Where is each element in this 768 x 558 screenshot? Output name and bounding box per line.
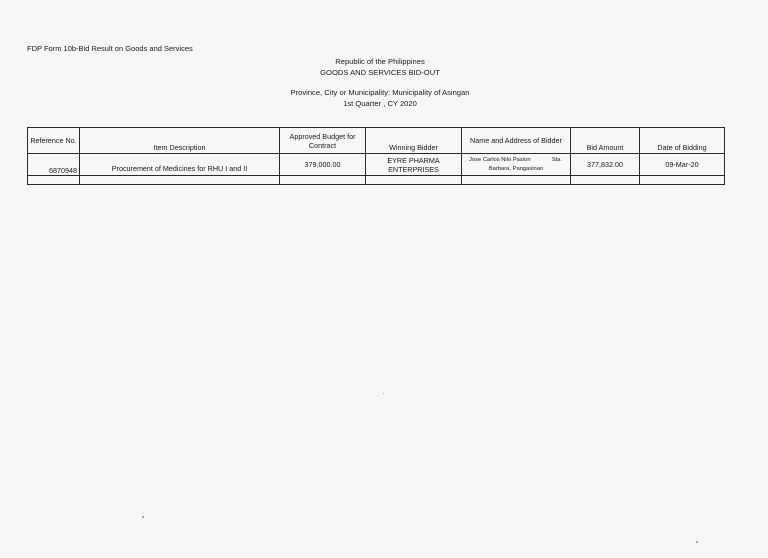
bid-results-table — [27, 127, 725, 185]
subheader-block — [200, 87, 560, 109]
column-header-approved-budget: Approved Budget for Contract — [280, 128, 366, 154]
cell-bid-amount: 377,832.00 — [571, 154, 640, 176]
cell-name-address — [462, 154, 571, 176]
table-row — [28, 154, 725, 176]
bidder-address-sta: Sta. — [551, 156, 562, 163]
cell-approved-budget: 379,000.00 — [280, 154, 366, 176]
cell-date-of-bidding: 09-Mar-20 — [640, 154, 725, 176]
blank-cell — [28, 176, 80, 185]
document-title: GOODS AND SERVICES BID-OUT — [320, 68, 440, 77]
blank-cell — [571, 176, 640, 185]
period-line: 1st Quarter , CY 2020 — [343, 99, 417, 108]
blank-cell — [280, 176, 366, 185]
cell-winning-bidder: EYRE PHARMA ENTERPRISES — [366, 154, 462, 176]
blank-cell — [80, 176, 280, 185]
column-header-winning-bidder: Winning Bidder — [366, 128, 462, 154]
column-header-item-description: Item Description — [80, 128, 280, 154]
country-name: Republic of the Philippines — [335, 57, 425, 66]
table-header-row — [28, 128, 725, 154]
location-line: Province, City or Municipality: Municipality of Asingan — [290, 88, 470, 97]
form-code: FDP Form 10b-Bid Result on Goods and Services — [27, 44, 193, 53]
blank-cell — [640, 176, 725, 185]
cell-item-description: Procurement of Medicines for RHU I and II — [80, 154, 280, 176]
column-header-date-of-bidding: Date of Bidding — [640, 128, 725, 154]
column-header-bid-amount: Bid Amount — [571, 128, 640, 154]
header-block — [200, 56, 560, 78]
column-header-reference-no: Reference No. — [28, 128, 80, 154]
table-row-blank — [28, 176, 725, 185]
scan-speck — [142, 516, 144, 518]
scan-speck — [383, 393, 384, 394]
blank-cell — [366, 176, 462, 185]
address-line-1 — [464, 156, 568, 165]
bidder-name: Jose Carlos Nilo Pasion — [469, 156, 531, 163]
blank-cell — [462, 176, 571, 185]
cell-reference-no: 6870948 — [28, 154, 80, 176]
bidder-address-place: Barbara, Pangasinan — [488, 165, 544, 172]
scan-speck — [696, 541, 698, 543]
column-header-name-address: Name and Address of Bidder — [462, 128, 571, 154]
